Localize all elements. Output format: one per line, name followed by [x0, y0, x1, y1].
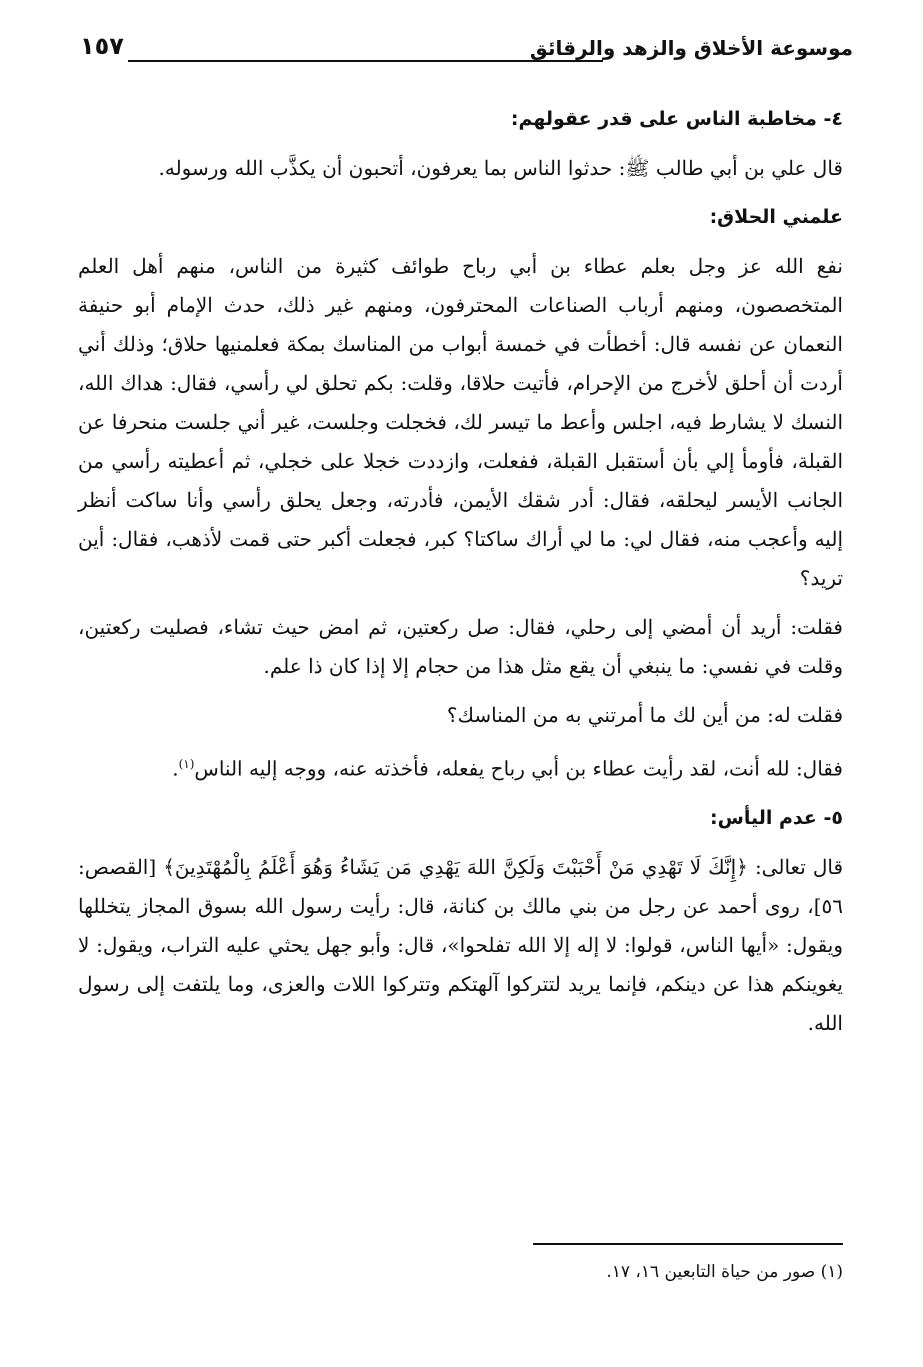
- paragraph-ali-quote: قال علي بن أبي طالب ﷺ: حدثوا الناس بما يعرفون، أتحبون أن يكذَّب الله ورسوله.: [158, 156, 843, 180]
- answer-end: .: [172, 756, 179, 781]
- paragraph-answer: [78, 745, 843, 789]
- paragraph-barber-story: نفع الله عز وجل بعلم عطاء بن أبي رباح طوائف كثيرة من الناس، منهم أهل العلم المتخصصون، ومنهم أرباب الصناعات المحترفون، ومنهم غير ذلك، حدث الإمام أبو حنيفة النعمان عن نفسه قال: أخطأت في خمسة أبواب من المناسك بمكة فعلمنيها حلاق؛ وذلك أني أردت أن أحلق لأخرج من الإحرام، فأتيت حلاقا، وقلت: بكم تحلق لي رأسي، فقال: هداك الله، النسك لا يشارط فيه، اجلس وأعط ما تيسر لك، فخجلت وجلست، غير أني جلست منحرفا عن القبلة، فأومأ إلي بأن أستقبل القبلة، ففعلت، وازددت خجلا على خجلي، ثم أعطيته رأسي من الجانب الأيسر ليحلقه، فقال: أدر شقك الأيمن، فأدرته، وجعل يحلق رأسي وأنا ساكت أنظر إليه وأعجب منه، فقال لي: ما لي أراك ساكتا؟ كبر، فجعلت أكبر حتى قمت لأذهب، فقال: أين تريد؟: [78, 254, 843, 590]
- footnote-reference: (١): [178, 757, 195, 771]
- page-number: ١٥٧: [80, 32, 124, 60]
- header-divider: [128, 60, 603, 62]
- section-heading-5: ٥- عدم اليأس:: [710, 806, 843, 829]
- answer-text: فقال: لله أنت، لقد رأيت عطاء بن أبي رباح يفعله، فأخذته عنه، ووجه إليه الناس: [194, 756, 843, 781]
- section-heading-barber: علمني الحلاق:: [709, 206, 843, 228]
- running-title: موسوعة الأخلاق والزهد والرقائق: [529, 36, 853, 60]
- paragraph-question: فقلت له: من أين لك ما أمرتني به من المناسك؟: [446, 703, 843, 727]
- page-header: [80, 30, 853, 70]
- section-heading-4: ٤- مخاطبة الناس على قدر عقولهم:: [510, 108, 843, 130]
- footnote: (١) صور من حياة التابعين ١٦، ١٧.: [606, 1262, 843, 1282]
- paragraph-quran-verse: قال تعالى: ﴿إِنَّكَ لَا تَهْدِي مَنْ أَحْبَبْتَ وَلَكِنَّ اللهَ يَهْدِي مَن يَشَاءُ وَهُوَ أَعْلَمُ بِالْمُهْتَدِينَ﴾ [القصص: ٥٦]، روى أحمد عن رجل من بني مالك بن كنانة، قال: رأيت رسول الله بسوق المجاز يتخللها ويقول: «أيها الناس، قولوا: لا إله إلا الله تفلحوا»، قال: وأبو جهل يحثي عليه التراب، ويقول: لا يغوينكم هذا عن دينكم، فإنما يريد لتتركوا آلهتكم وتتركوا اللات والعزى، وما يلتفت إلى رسول الله.: [78, 854, 843, 1035]
- main-text: [78, 100, 843, 1053]
- footnote-divider: [533, 1243, 843, 1245]
- paragraph-pray-two-rakaat: فقلت: أريد أن أمضي إلى رحلي، فقال: صل ركعتين، ثم امض حيث تشاء، فصليت ركعتين، وقلت في نفسي: ما ينبغي أن يقع مثل هذا من حجام إلا إذا كان ذا علم.: [78, 615, 843, 678]
